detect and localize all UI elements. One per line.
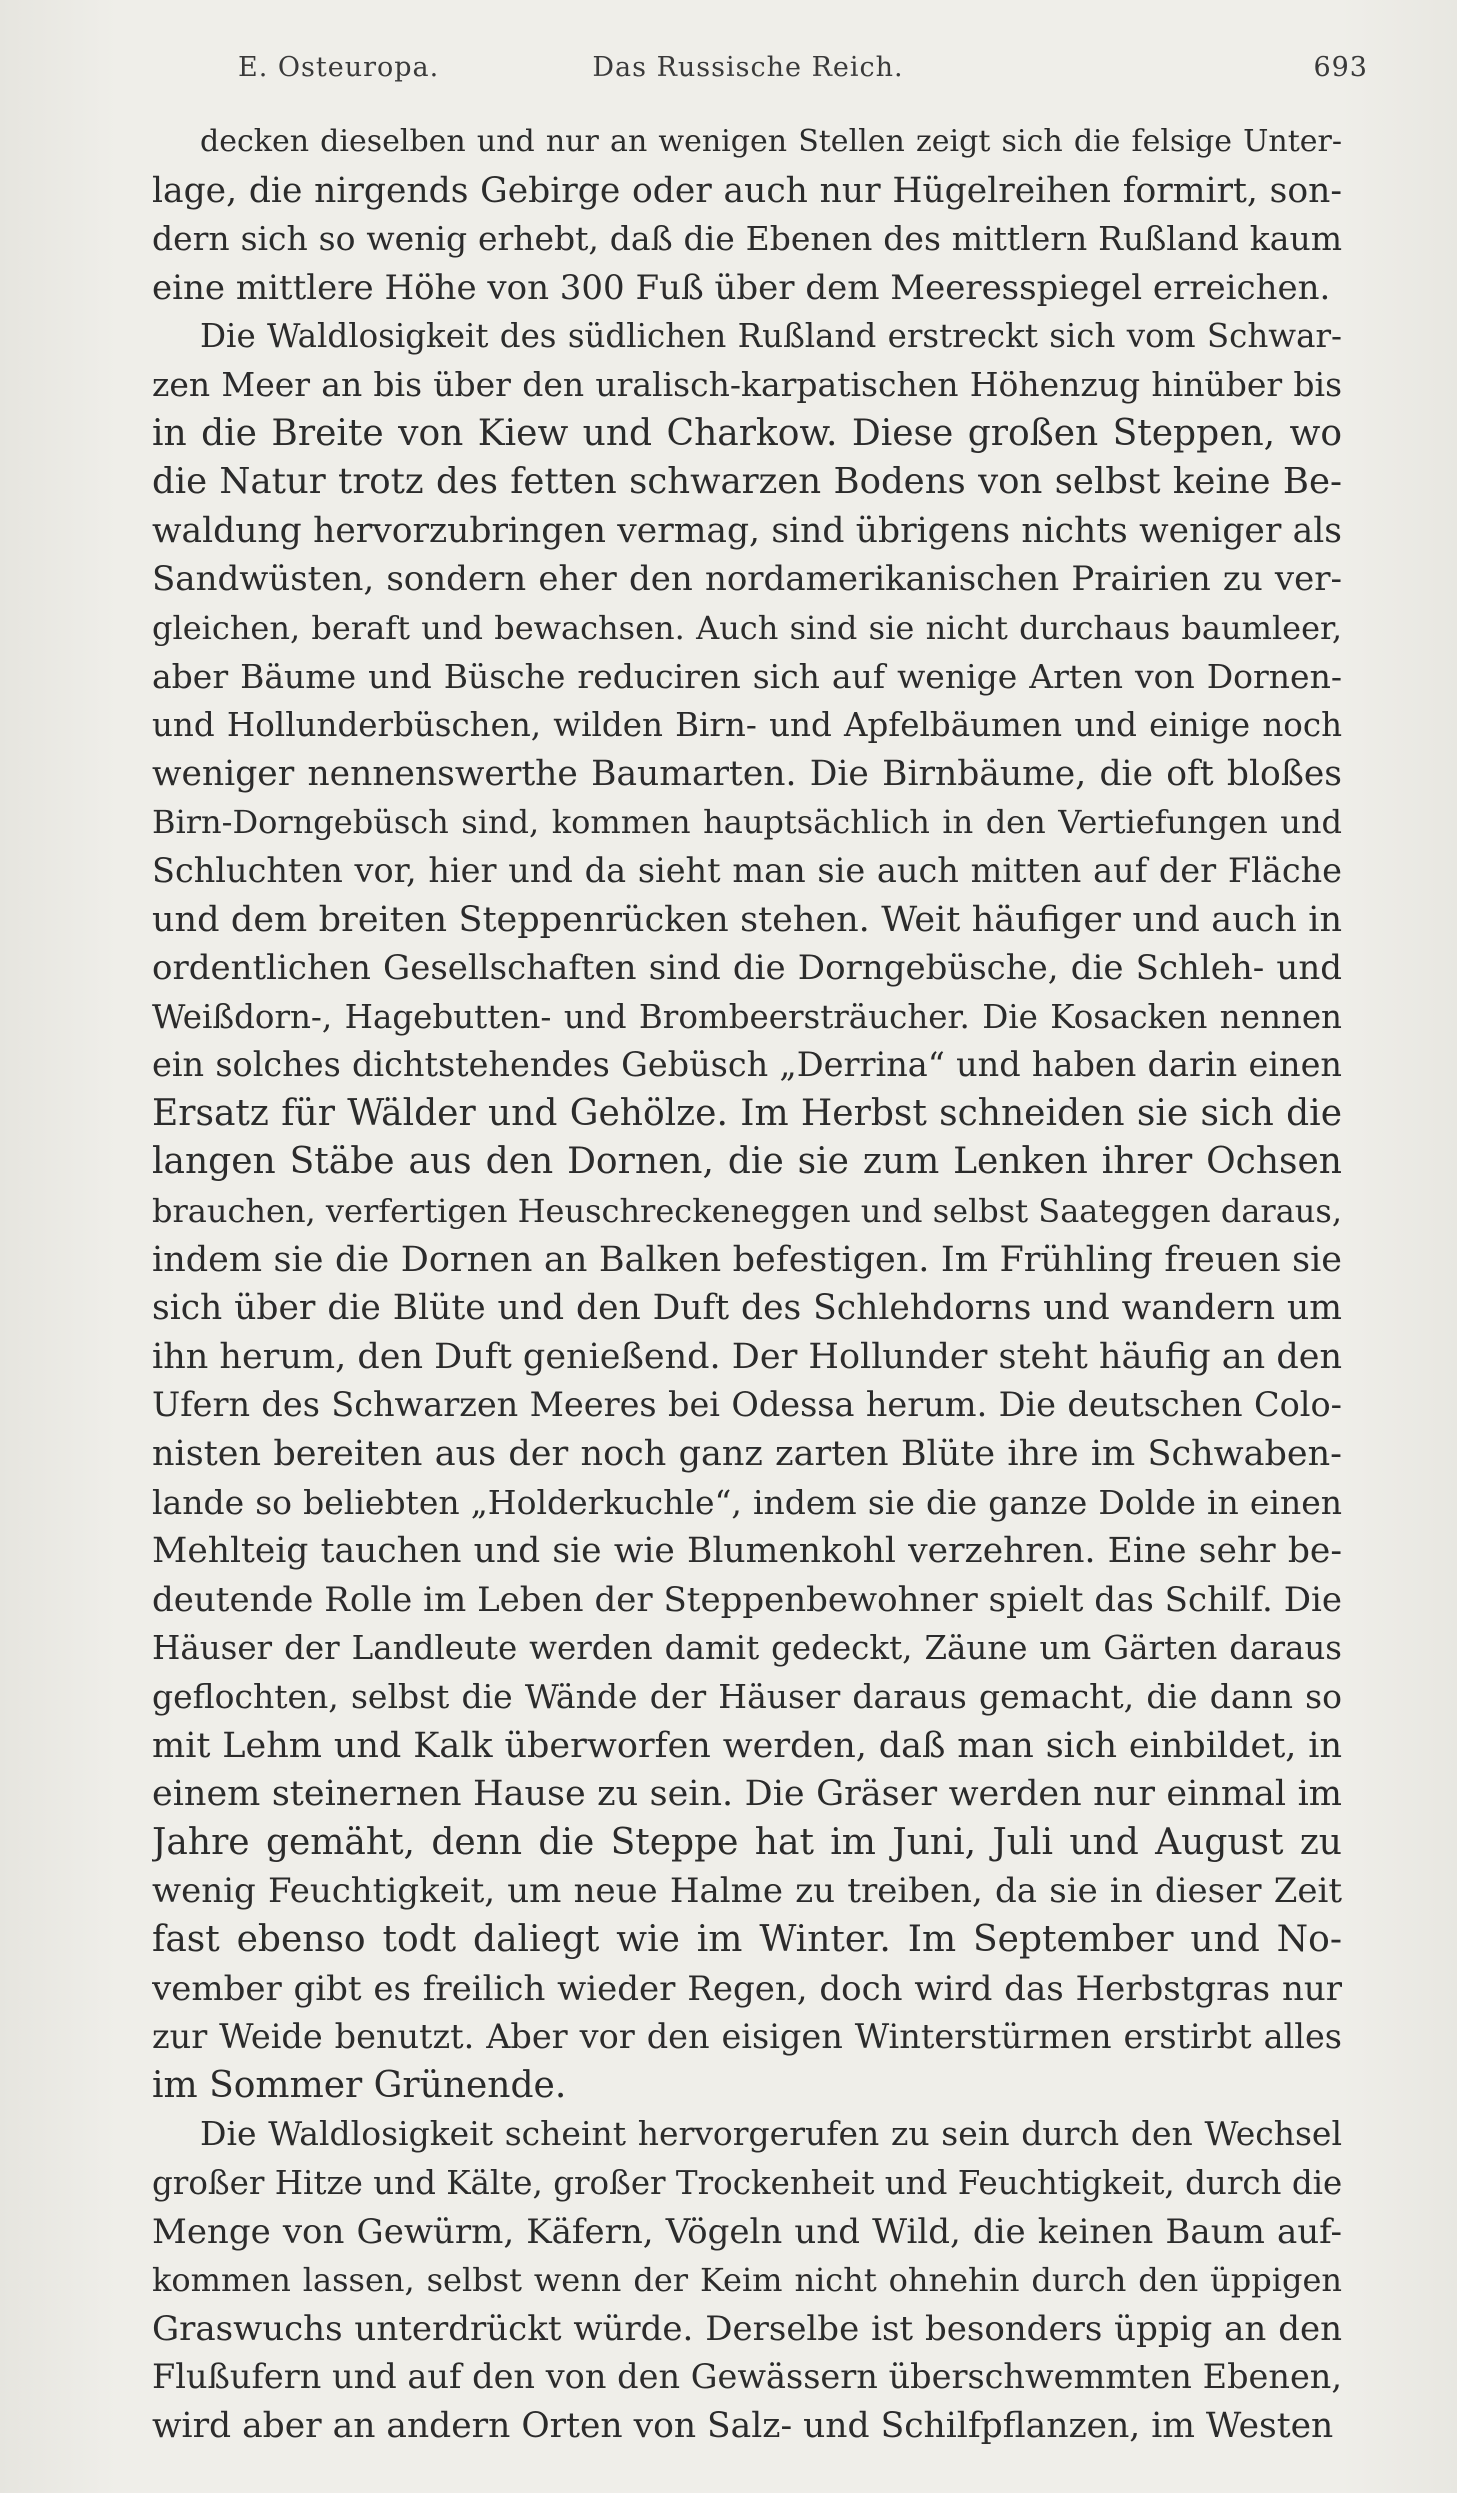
text-line: und dem breiten Steppenrücken stehen. Weit häufiger und auch in — [152, 899, 1342, 940]
text-line: wenig Feuchtigkeit, um neue Halme zu treiben, da sie in dieser Zeit — [152, 1871, 1342, 1912]
text-line: weniger nennenswerthe Baumarten. Die Birnbäume, die oft bloßes — [152, 753, 1342, 794]
text-line: geflochten, selbst die Wände der Häuser daraus gemacht, die dann so — [152, 1677, 1342, 1716]
text-line: Ersatz für Wälder und Gehölze. Im Herbst schneiden sie sich die — [152, 1092, 1342, 1134]
text-line: Mehlteig tauchen und sie wie Blumenkohl verzehren. Eine sehr be- — [152, 1531, 1342, 1572]
text-line: eine mittlere Höhe von 300 Fuß über dem Meeresspiegel erreichen. — [152, 267, 1331, 308]
text-line: mit Lehm und Kalk überworfen werden, daß man sich einbildet, in — [152, 1725, 1342, 1766]
text-line: dern sich so wenig erhebt, daß die Ebenen des mittlern Rußland kaum — [152, 219, 1342, 259]
text-line: Sandwüsten, sondern eher den nordamerikanischen Prairien zu ver- — [152, 559, 1342, 600]
text-line: Weißdorn-, Hagebutten- und Brombeersträucher. Die Kosacken nennen — [152, 997, 1342, 1036]
header-section: E. Osteuropa. — [238, 52, 440, 83]
text-line: Birn-Dorngebüsch sind, kommen hauptsächlich in den Vertiefungen und — [152, 803, 1342, 842]
text-line: gleichen, beraft und bewachsen. Auch sind sie nicht durchaus baumleer, — [152, 608, 1342, 647]
paragraph — [152, 2110, 1342, 2450]
text-line: lande so beliebten „Holderkuchle“, indem sie die ganze Dolde in einen — [152, 1482, 1342, 1522]
text-line: waldung hervorzubringen vermag, sind übrigens nichts weniger als — [152, 510, 1342, 551]
text-line: Jahre gemäht, denn die Steppe hat im Juni, Juli und August zu — [152, 1821, 1342, 1863]
paragraph — [152, 312, 1342, 2110]
text-line: einem steinernen Hause zu sein. Die Gräser werden nur einmal im — [152, 1774, 1342, 1815]
text-line: deutende Rolle im Leben der Steppenbewohner spielt das Schilf. Die — [152, 1579, 1342, 1620]
header-title: Das Russische Reich. — [592, 52, 904, 83]
text-line: Schluchten vor, hier und da sieht man sie auch mitten auf der Fläche — [152, 850, 1342, 890]
text-line: indem sie die Dornen an Balken befestigen. Im Frühling freuen sie — [152, 1239, 1342, 1280]
text-line: Menge von Gewürm, Käfern, Vögeln und Wild, die keinen Baum auf- — [152, 2211, 1342, 2252]
text-line: zur Weide benutzt. Aber vor den eisigen Winterstürmen erstirbt alles — [152, 2017, 1342, 2057]
text-line: brauchen, verfertigen Heuschreckeneggen und selbst Saateggen daraus, — [152, 1192, 1342, 1231]
text-line: ein solches dichtstehendes Gebüsch „Derrina“ und haben darin einen — [152, 1045, 1342, 1085]
text-line: fast ebenso todt daliegt wie im Winter. Im September und No- — [152, 1918, 1342, 1960]
text-line: und Hollunderbüschen, wilden Birn- und Apfelbäumen und einige noch — [152, 706, 1342, 745]
text-line: decken dieselben und nur an wenigen Stellen zeigt sich die felsige Unter- — [200, 124, 1342, 159]
text-line: zen Meer an bis über den uralisch-karpatischen Höhenzug hinüber bis — [152, 364, 1342, 404]
text-line: großer Hitze und Kälte, großer Trockenheit und Feuchtigkeit, durch die — [152, 2163, 1342, 2202]
text-line: im Sommer Grünende. — [152, 2064, 567, 2106]
text-line: lage, die nirgends Gebirge oder auch nur Hügelreihen formirt, son- — [152, 170, 1342, 211]
text-line: ordentlichen Gesellschaften sind die Dorngebüsche, die Schleh- und — [152, 948, 1342, 989]
text-line: langen Stäbe aus den Dornen, die sie zum Lenken ihrer Ochsen — [152, 1141, 1342, 1183]
running-header — [128, 52, 1368, 92]
text-line: Flußufern und auf den von den Gewässern überschwemmten Ebenen, — [152, 2357, 1342, 2397]
text-line: die Natur trotz des fetten schwarzen Bodens von selbst keine Be- — [152, 461, 1342, 503]
page-number: 693 — [1313, 52, 1368, 83]
paragraph — [152, 118, 1342, 312]
text-line: nisten bereiten aus der noch ganz zarten Blüte ihre im Schwaben- — [152, 1434, 1342, 1475]
text-line: Die Waldlosigkeit scheint hervorgerufen zu sein durch den Wechsel — [200, 2114, 1342, 2154]
text-line: vember gibt es freilich wieder Regen, doch wird das Herbstgras nur — [152, 1968, 1342, 2009]
text-line: in die Breite von Kiew und Charkow. Diese großen Steppen, wo — [152, 412, 1342, 454]
text-line: Häuser der Landleute werden damit gedeckt, Zäune um Gärten daraus — [152, 1629, 1342, 1668]
text-line: ihn herum, den Duft genießend. Der Hollunder steht häufig an den — [152, 1336, 1342, 1377]
body-text — [152, 118, 1342, 2448]
text-line: wird aber an andern Orten von Salz- und Schilfpflanzen, im Westen — [152, 2405, 1334, 2446]
text-line: Ufern des Schwarzen Meeres bei Odessa herum. Die deutschen Colo- — [152, 1385, 1342, 1425]
text-line: kommen lassen, selbst wenn der Keim nicht ohnehin durch den üppigen — [152, 2261, 1342, 2300]
text-line: aber Bäume und Büsche reduciren sich auf wenige Arten von Dornen- — [152, 656, 1342, 696]
text-line: Graswuchs unterdrückt würde. Derselbe ist besonders üppig an den — [152, 2308, 1342, 2349]
text-line: Die Waldlosigkeit des südlichen Rußland erstreckt sich vom Schwar- — [200, 317, 1342, 356]
text-line: sich über die Blüte und den Duft des Schlehdorns und wandern um — [152, 1288, 1342, 1329]
